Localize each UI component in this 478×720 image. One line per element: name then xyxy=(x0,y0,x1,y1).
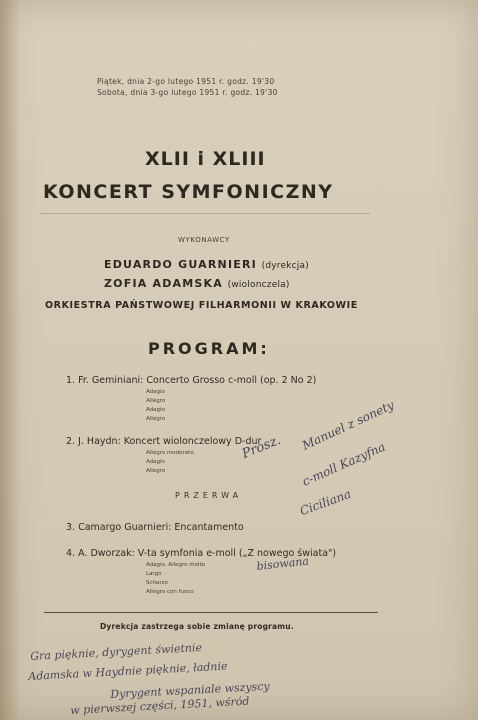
faint-rule xyxy=(40,213,370,214)
soloist-name: ZOFIA ADAMSKA xyxy=(104,277,223,290)
concert-number-title: XLII i XLIII xyxy=(145,148,266,170)
performers-heading: WYKONAWCY xyxy=(178,236,230,244)
movement: Allegro xyxy=(146,468,166,474)
handwritten-note: Manuel z sonety xyxy=(300,397,397,453)
program-heading: PROGRAM: xyxy=(148,339,270,358)
handwritten-comment: Gra pięknie, dyrygent świetnie xyxy=(30,641,203,663)
movement: Adagio xyxy=(146,389,165,395)
concert-title: KONCERT SYMFONICZNY xyxy=(43,181,334,203)
program-change-notice: Dyrekcja zastrzega sobie zmianę programu. xyxy=(100,622,294,631)
movement: Adagio. Allegro molto xyxy=(146,562,206,568)
handwritten-note: bisowana xyxy=(256,554,310,573)
conductor-role: (dyrekcja) xyxy=(261,261,309,271)
conductor-name: EDUARDO GUARNIERI xyxy=(104,258,257,271)
movement: Scherzo xyxy=(146,580,168,586)
handwritten-comment: Dyrygent wspaniale wszyscy xyxy=(110,679,270,701)
program-item-1: 1. Fr. Geminiani: Concerto Grosso c-moll (op. 2 No 2) xyxy=(66,375,317,386)
program-item-4-movements xyxy=(146,561,205,597)
program-item-1-movements xyxy=(146,388,165,424)
handwritten-note: c-moll Kazyfna xyxy=(300,439,388,489)
handwritten-note: Ciciliana xyxy=(298,486,353,519)
date-line-friday: Piątek, dnia 2-go lutego 1951 r. godz. 19'30 xyxy=(97,77,275,86)
handwritten-comment: w pierwszej części, 1951, wśród xyxy=(70,694,250,717)
movement: Allegro moderato xyxy=(146,450,194,456)
handwritten-note: Prosz. xyxy=(240,432,284,462)
movement: Allegro con fuoco xyxy=(146,589,194,595)
handwritten-comment: Adamska w Haydnie pięknie, ładnie xyxy=(28,659,228,683)
movement: Adagio xyxy=(146,407,165,413)
interval-label: PRZERWA xyxy=(175,491,243,500)
footer-rule xyxy=(44,612,378,613)
soloist-role: (wiolonczela) xyxy=(227,280,290,290)
conductor-line xyxy=(104,258,309,271)
orchestra-name: ORKIESTRA PAŃSTWOWEJ FILHARMONII W KRAKOWIE xyxy=(45,300,358,311)
program-item-3: 3. Camargo Guarnieri: Encantamento xyxy=(66,522,244,533)
movement: Allegro xyxy=(146,416,166,422)
program-item-2-movements xyxy=(146,449,194,476)
movement: Allegro xyxy=(146,398,166,404)
program-item-4: 4. A. Dworzak: V-ta symfonia e-moll („Z nowego świata") xyxy=(66,548,337,559)
date-line-saturday: Sobota, dnia 3-go lutego 1951 r. godz. 19'30 xyxy=(97,88,278,97)
movement: Adagio xyxy=(146,459,165,465)
movement: Largo xyxy=(146,571,162,577)
program-item-2: 2. J. Haydn: Koncert wiolonczelowy D-dur xyxy=(66,436,262,447)
soloist-line xyxy=(104,277,290,290)
